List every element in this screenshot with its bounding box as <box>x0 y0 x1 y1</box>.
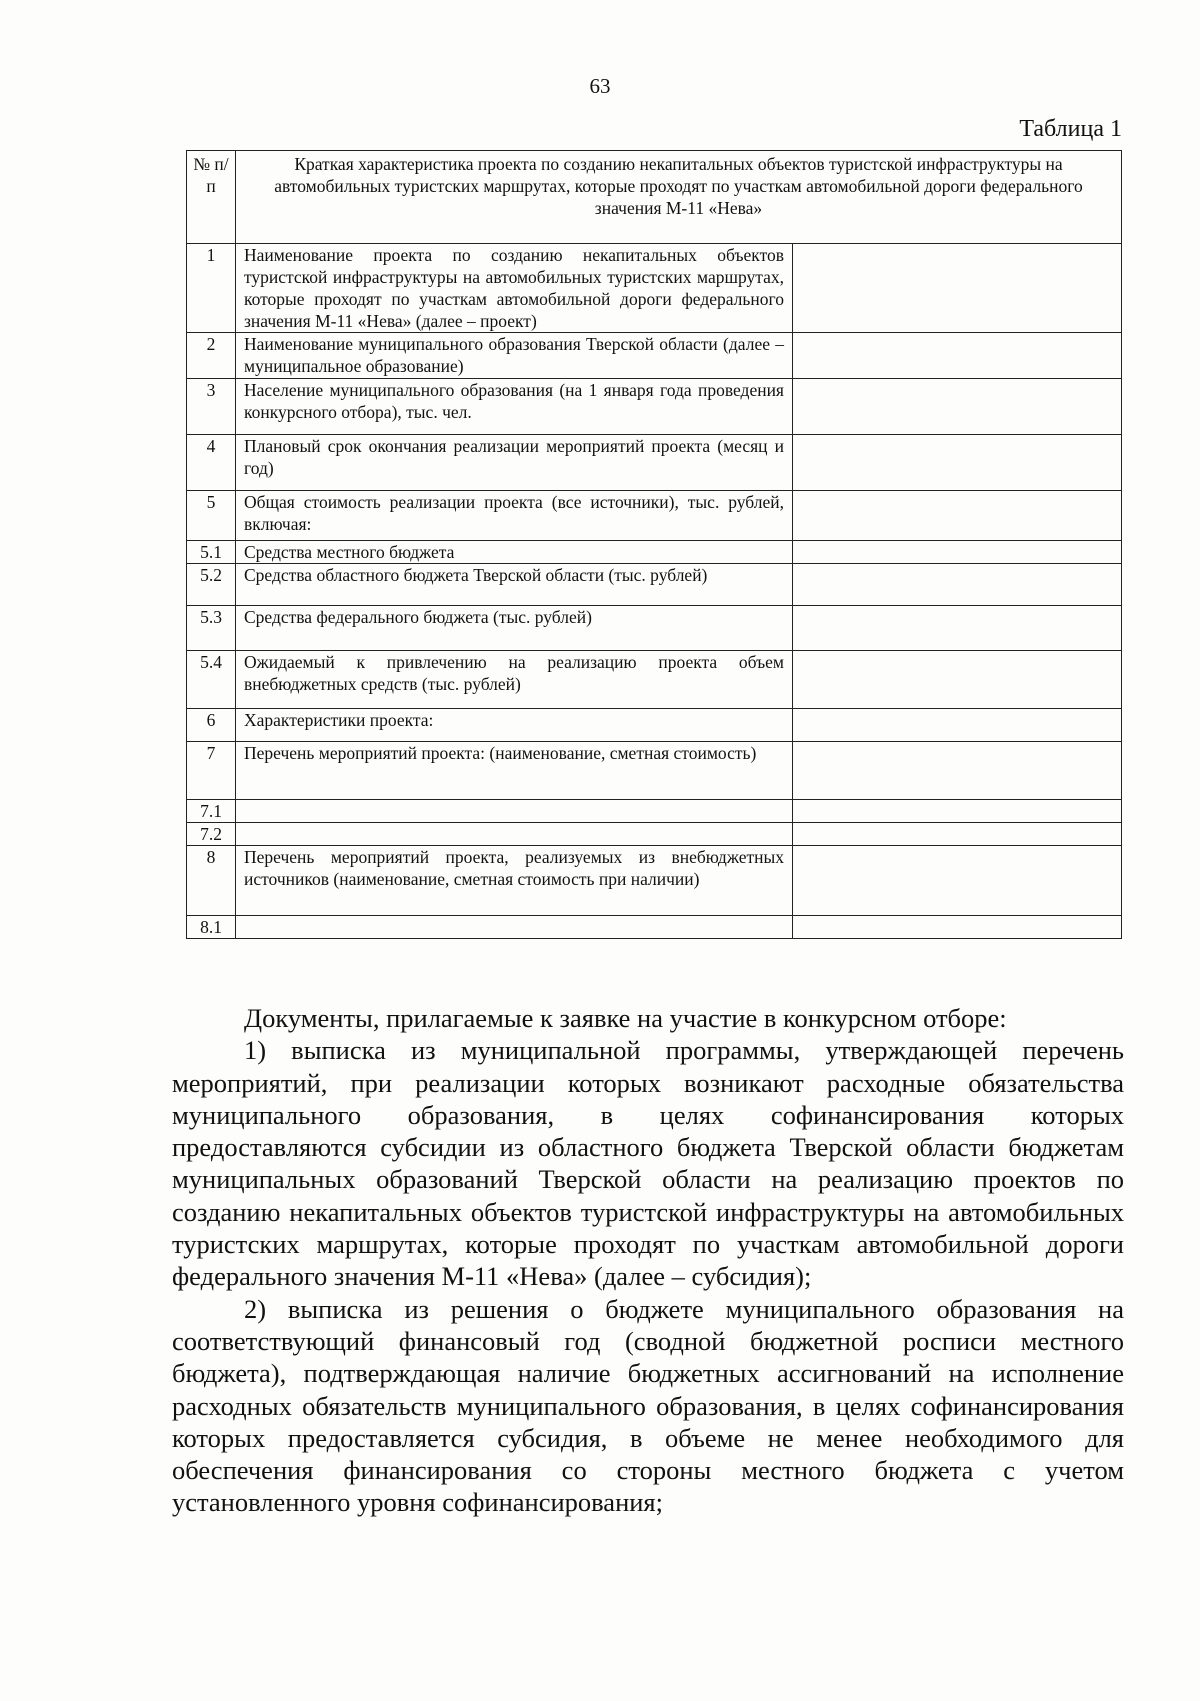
project-table <box>186 150 1122 939</box>
documents-intro: Документы, прилагаемые к заявке на участие в конкурсном отборе: <box>244 1003 1007 1033</box>
table-row <box>187 800 1122 823</box>
row-text: Население муниципального образования (на 1 января года проведения конкурсного отбора), тыс. чел. <box>236 379 793 435</box>
row-text <box>236 916 793 939</box>
table-row <box>187 846 1122 916</box>
row-value <box>793 800 1122 823</box>
row-num: 7.1 <box>187 800 236 823</box>
row-value <box>793 435 1122 491</box>
row-text: Характеристики проекта: <box>236 709 793 742</box>
table-row <box>187 333 1122 379</box>
row-num: 5.1 <box>187 541 236 564</box>
row-num: 8 <box>187 846 236 916</box>
row-num: 5 <box>187 491 236 541</box>
row-num: 7 <box>187 742 236 800</box>
row-value <box>793 651 1122 709</box>
row-value <box>793 541 1122 564</box>
documents-item-1: 1) выписка из муниципальной программы, утверждающей перечень мероприятий, при реализации которых возникают расходные обязательства муниципального образования, в целях софинансирования которых предоставляются субсидии из областного бюджета Тверской области бюджетам муниципальных образований Тверской области на реализацию проектов по созданию некапитальных объектов туристской инфраструктуры на автомобильных туристских маршрутах, которые проходят по участкам автомобильной дороги федерального значения М-11 «Нева» (далее – субсидия); <box>172 1035 1124 1292</box>
row-value <box>793 379 1122 435</box>
header-num: № п/п <box>187 151 236 244</box>
table-row <box>187 379 1122 435</box>
row-value <box>793 244 1122 333</box>
row-num: 4 <box>187 435 236 491</box>
row-num: 5.2 <box>187 564 236 606</box>
row-text: Общая стоимость реализации проекта (все источники), тыс. рублей, включая: <box>236 491 793 541</box>
row-num: 1 <box>187 244 236 333</box>
body-text <box>172 1002 1124 1519</box>
table-header-row <box>187 151 1122 244</box>
table-row <box>187 606 1122 651</box>
row-num: 7.2 <box>187 823 236 846</box>
documents-item-2: 2) выписка из решения о бюджете муниципального образования на соответствующий финансовый год (сводной бюджетной росписи местного бюджета), подтверждающая наличие бюджетных ассигнований на исполнение расходных обязательств муниципального образования, в целях софинансирования которых предоставляется субсидия, в объеме не менее необходимого для обеспечения финансирования со стороны местного бюджета с учетом установленного уровня софинансирования; <box>172 1293 1124 1518</box>
row-value <box>793 823 1122 846</box>
row-text: Ожидаемый к привлечению на реализацию проекта объем внебюджетных средств (тыс. рублей) <box>236 651 793 709</box>
table-row <box>187 823 1122 846</box>
row-value <box>793 491 1122 541</box>
table-row <box>187 651 1122 709</box>
row-num: 3 <box>187 379 236 435</box>
table-row <box>187 709 1122 742</box>
table-row <box>187 564 1122 606</box>
row-text: Наименование проекта по созданию некапитальных объектов туристской инфраструктуры на автомобильных туристских маршрутах, которые проходят по участкам автомобильной дороги федерального значения М-11 «Нева» (далее – проект) <box>236 244 793 333</box>
table-row <box>187 435 1122 491</box>
row-text <box>236 823 793 846</box>
table-row <box>187 491 1122 541</box>
page-number: 63 <box>589 74 611 98</box>
row-num: 5.4 <box>187 651 236 709</box>
table-caption: Таблица 1 <box>1019 116 1122 142</box>
row-value <box>793 709 1122 742</box>
row-text: Средства федерального бюджета (тыс. рублей) <box>236 606 793 651</box>
row-value <box>793 846 1122 916</box>
row-text: Средства местного бюджета <box>236 541 793 564</box>
row-value <box>793 333 1122 379</box>
header-title: Краткая характеристика проекта по созданию некапитальных объектов туристской инфраструктуры на автомобильных туристских маршрутах, которые проходят по участкам автомобильной дороги федерального значения М-11 «Нева» <box>236 151 1122 244</box>
row-text: Перечень мероприятий проекта: (наименование, сметная стоимость) <box>236 742 793 800</box>
row-value <box>793 916 1122 939</box>
row-value <box>793 564 1122 606</box>
table-row <box>187 244 1122 333</box>
row-text: Плановый срок окончания реализации мероприятий проекта (месяц и год) <box>236 435 793 491</box>
row-num: 2 <box>187 333 236 379</box>
row-num: 5.3 <box>187 606 236 651</box>
row-text <box>236 800 793 823</box>
table-row <box>187 916 1122 939</box>
table-row <box>187 541 1122 564</box>
row-text: Наименование муниципального образования Тверской области (далее – муниципальное образование) <box>236 333 793 379</box>
row-text: Перечень мероприятий проекта, реализуемых из внебюджетных источников (наименование, сметная стоимость при наличии) <box>236 846 793 916</box>
row-num: 6 <box>187 709 236 742</box>
row-text: Средства областного бюджета Тверской области (тыс. рублей) <box>236 564 793 606</box>
table-row <box>187 742 1122 800</box>
row-value <box>793 742 1122 800</box>
row-value <box>793 606 1122 651</box>
row-num: 8.1 <box>187 916 236 939</box>
